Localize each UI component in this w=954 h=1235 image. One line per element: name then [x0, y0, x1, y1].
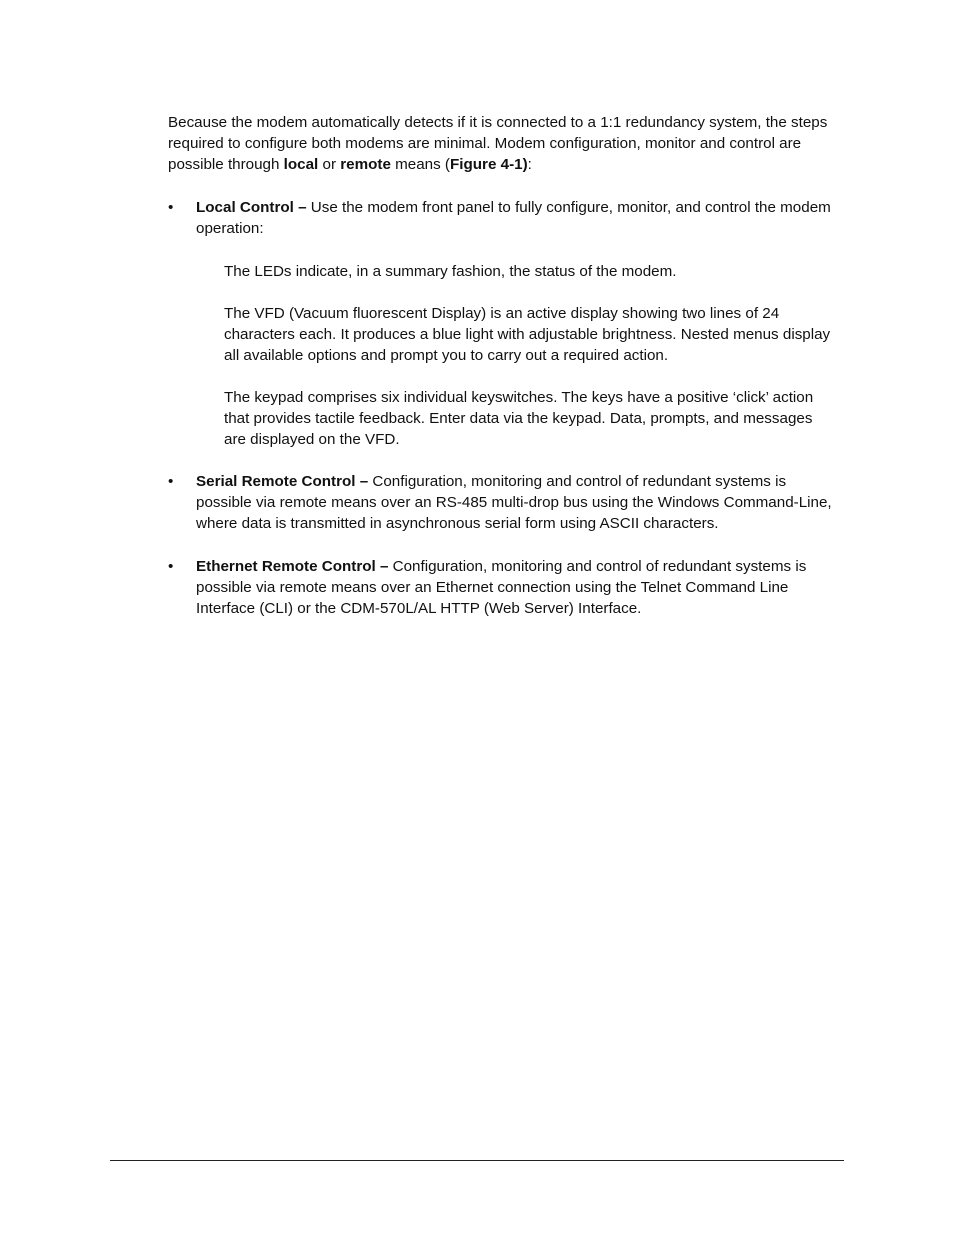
figure-reference: Figure 4-1) [450, 156, 528, 173]
bullet-icon: • [168, 558, 174, 575]
bullet-ethernet-remote-control [168, 556, 838, 619]
intro-end-text: : [527, 156, 532, 173]
bullet-icon: • [168, 199, 174, 216]
bullet-icon: • [168, 473, 174, 490]
intro-or-text: or [318, 156, 341, 173]
intro-text: Because the modem automatically detects if it is connected to a 1:1 redundancy system, the steps required to configure both modems are minimal. Modem configuration, monitor and control are possible through [168, 114, 828, 173]
intro-means-text: means ( [390, 156, 450, 173]
intro-paragraph [168, 112, 838, 175]
bullet-serial-remote-control [168, 471, 838, 534]
serial-remote-paragraph [196, 471, 838, 534]
local-control-text: Use the modem front panel to fully configure, monitor, and control the modem operation: [196, 199, 831, 237]
subitem-leds: The LEDs indicate, in a summary fashion, the status of the modem. [224, 263, 677, 280]
bullet-local-control [168, 197, 838, 239]
local-control-paragraph [196, 197, 838, 239]
page-body [168, 112, 838, 641]
subitem-keypad: The keypad comprises six individual keyswitches. The keys have a positive ‘click’ action that provides tactile feedback. Enter data via the keypad. Data, prompts, and messages are displayed on the VFD. [224, 389, 814, 448]
intro-remote-bold: remote [340, 156, 391, 173]
local-control-label: Local Control – [196, 199, 307, 216]
intro-local-bold: local [283, 156, 319, 173]
ethernet-remote-paragraph [196, 556, 838, 619]
subitem-vfd: The VFD (Vacuum fluorescent Display) is an active display showing two lines of 24 characters each. It produces a blue light with adjustable brightness. Nested menus display all available options and prompt you to carry out a required action. [224, 305, 831, 364]
ethernet-remote-label: Ethernet Remote Control – [196, 558, 389, 575]
serial-remote-text: Configuration, monitoring and control of redundant systems is possible via remote means over an RS-485 multi-drop bus using the Windows Command-Line, where data is transmitted in asynchronous serial form using ASCII characters. [196, 473, 832, 532]
serial-remote-label: Serial Remote Control – [196, 473, 369, 490]
ethernet-remote-text: Configuration, monitoring and control of redundant systems is possible via remote means over an Ethernet connection using the Telnet Command Line Interface (CLI) or the CDM-570L/AL HTTP (Web Server) Interface. [196, 558, 807, 617]
footer-divider [110, 1160, 844, 1161]
